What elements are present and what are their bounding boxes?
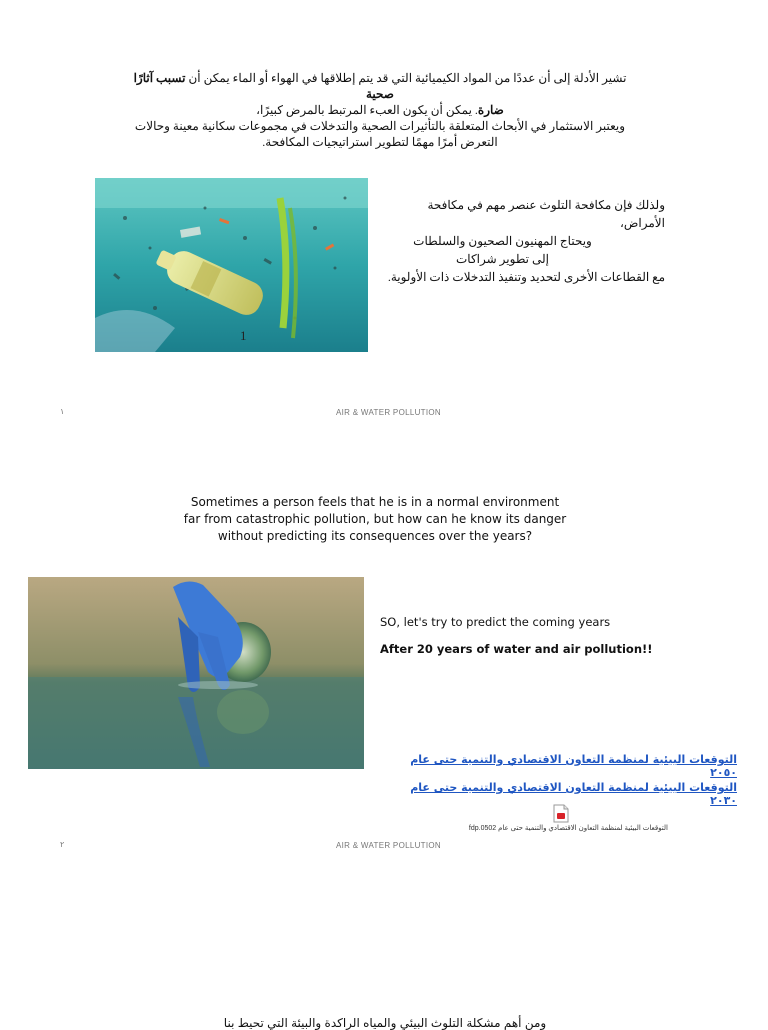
pdf-file-icon[interactable]	[553, 804, 569, 823]
predict-text: SO, let's try to predict the coming years	[380, 615, 611, 629]
side-line-2: ويحتاج المهنيون الصحيون والسلطات	[413, 234, 592, 248]
side-line-3: إلى تطوير شراكات	[455, 252, 549, 266]
image-number: 1	[240, 328, 247, 343]
side-line-4: مع القطاعات الأخرى لتحديد وتنفيذ التدخلات ذات الأولوية.	[387, 270, 665, 284]
after-20-years-text: After 20 years of water and air pollution!!	[380, 642, 653, 656]
intro-line-4: التعرض أمرًا مهمًا لتطوير استراتيجيات المكافحة.	[262, 135, 498, 149]
page2-question-paragraph	[160, 494, 590, 545]
intro-bold-1: تسبب آثارًا صحية	[133, 71, 394, 101]
page3-cut-off-text: ومن أهم مشكلة التلوث البيئي والمياه الراكدة والبيئة التي تحيط بنا	[223, 1016, 547, 1030]
page1-page-number: ١	[60, 407, 65, 416]
ocean-plastic-bottle-image	[95, 178, 368, 352]
intro-bold-2: ضارة	[477, 103, 504, 117]
intro-line-3: ويعتبر الاستثمار في الأبحاث المتعلقة بالتأثيرات الصحية والتدخلات في مجموعات سكانية معينة وحالات	[134, 119, 626, 133]
oecd-outlook-2030-link[interactable]: التوقعات البيئية لمنظمة التعاون الاقتصادي والتنمية حتى عام ٢٠٣٠	[410, 781, 737, 807]
intro-line-1: تشير الأدلة إلى أن عددًا من المواد الكيميائية التي قد يتم إطلاقها في الهواء أو الماء يمكن أن تسبب آثارًا صحية	[133, 71, 627, 101]
gloved-hand-water-sample-image	[28, 577, 364, 769]
intro-line-2: ضارة. يمكن أن يكون العبء المرتبط بالمرض كبيرًا،	[256, 103, 504, 117]
page1-footer: AIR & WATER POLLUTION	[336, 408, 441, 417]
page2-footer: AIR & WATER POLLUTION	[336, 841, 441, 850]
question-line-3: without predicting its consequences over the years?	[217, 529, 533, 543]
oecd-outlook-2050-link[interactable]: التوقعات البيئية لمنظمة التعاون الاقتصادي والتنمية حتى عام ٢٠٥٠	[410, 753, 737, 779]
page2-page-number: ٢	[60, 840, 65, 849]
pdf-file-label[interactable]: التوقعات البيئية لمنظمة التعاون الاقتصادي والتنمية حتى عام fdp.0502	[468, 825, 668, 832]
page1-side-paragraph	[380, 196, 665, 286]
question-line-1: Sometimes a person feels that he is in a normal environment	[190, 495, 560, 509]
page1-intro-paragraph	[120, 70, 640, 150]
side-line-1: ولذلك فإن مكافحة التلوث عنصر مهم في مكافحة الأمراض،	[427, 198, 665, 230]
question-line-2: far from catastrophic pollution, but how can he know its danger	[183, 512, 567, 526]
